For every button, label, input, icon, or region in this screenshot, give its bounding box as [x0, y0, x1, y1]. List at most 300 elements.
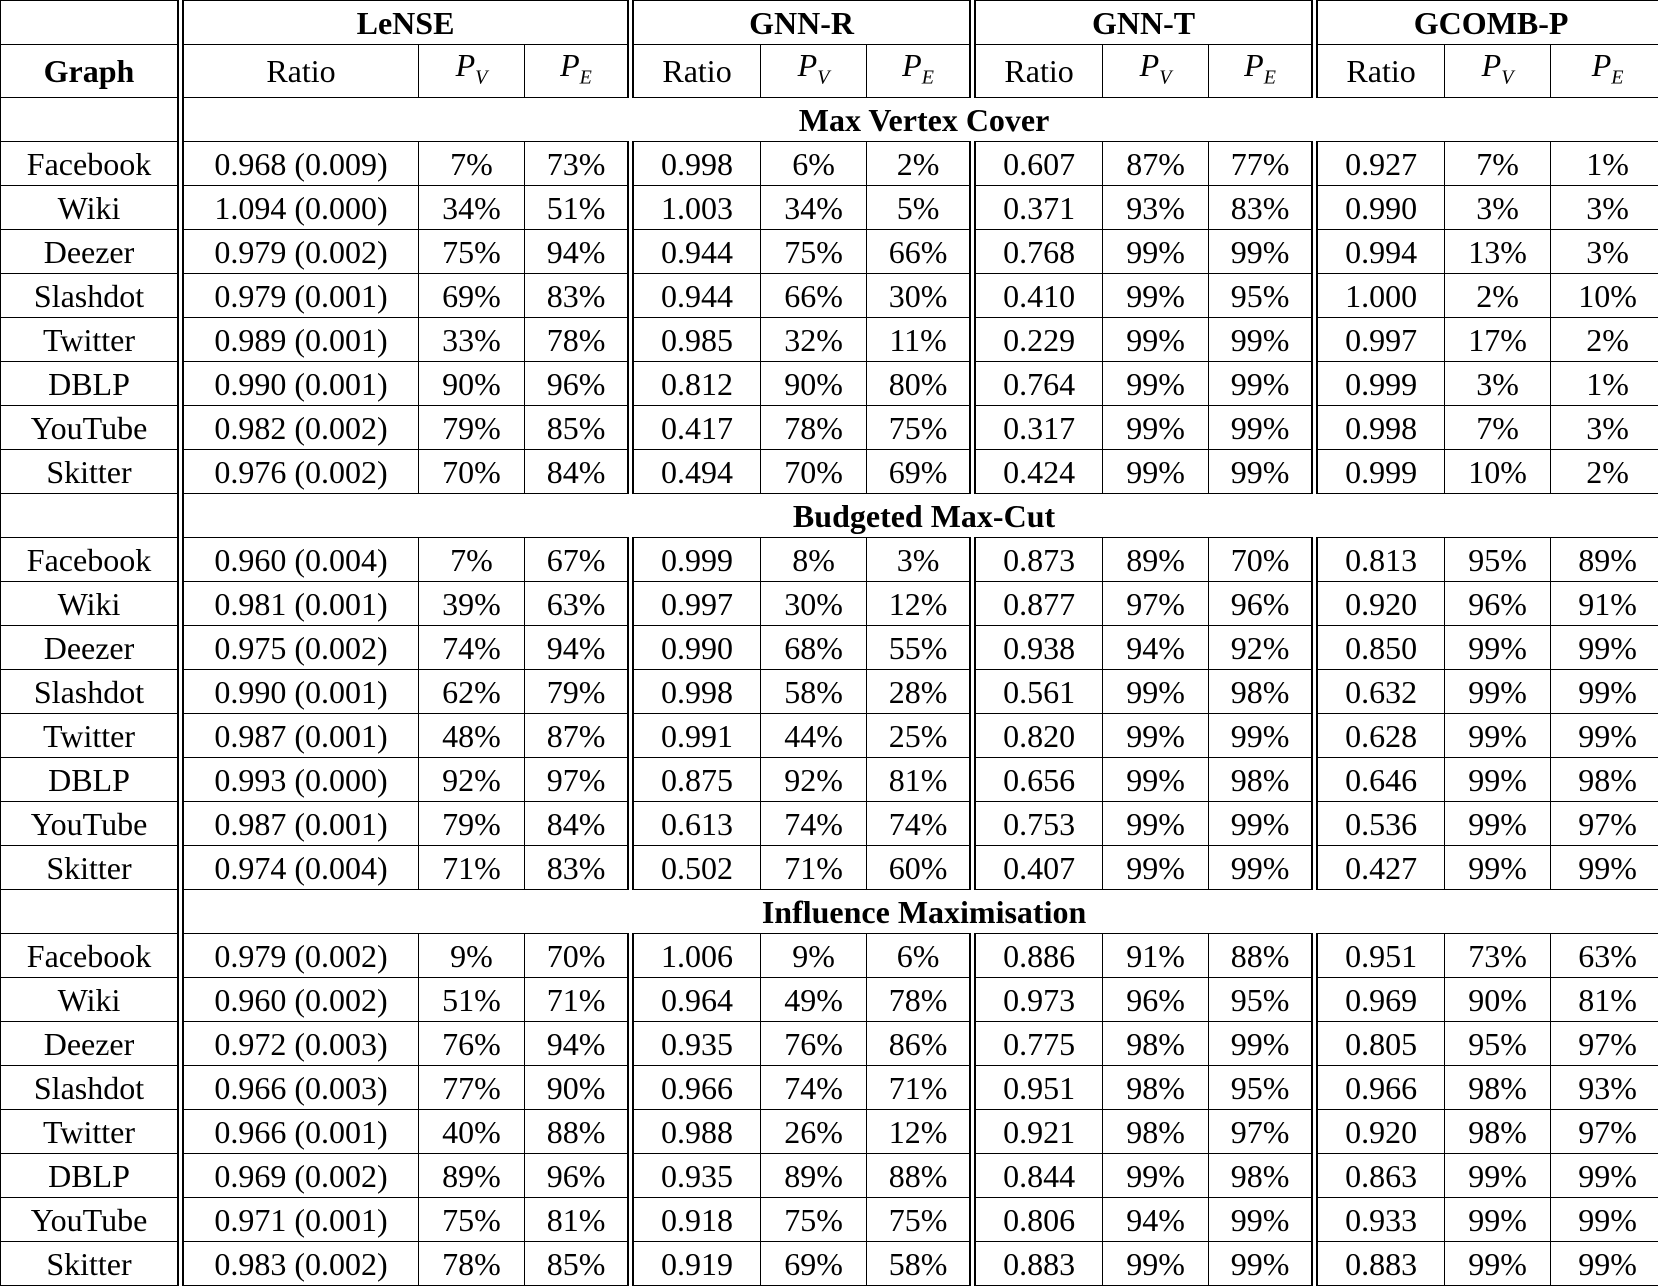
value-cell: 99% [1103, 1242, 1209, 1286]
table-row [1, 978, 1658, 1022]
value-cell: 0.997 [1315, 318, 1445, 362]
value-cell: 99% [1209, 714, 1315, 758]
value-cell: 0.951 [1315, 934, 1445, 978]
value-cell: 70% [525, 934, 631, 978]
subcolumn-subscript: V [1501, 66, 1513, 88]
value-cell: 6% [867, 934, 973, 978]
table-row [1, 1110, 1658, 1154]
value-cell: 51% [525, 186, 631, 230]
table-row [1, 714, 1658, 758]
value-cell: 0.427 [1315, 846, 1445, 890]
value-cell: 0.813 [1315, 538, 1445, 582]
value-cell: 9% [761, 934, 867, 978]
value-cell: 0.656 [973, 758, 1103, 802]
value-cell: 0.991 [631, 714, 761, 758]
value-cell: 99% [1445, 1242, 1551, 1286]
graph-name: Deezer [1, 1022, 181, 1066]
value-cell: 76% [419, 1022, 525, 1066]
value-cell: 0.969 [1315, 978, 1445, 1022]
table-row [1, 582, 1658, 626]
value-cell: 99% [1445, 758, 1551, 802]
value-cell: 0.994 [1315, 230, 1445, 274]
value-cell: 0.502 [631, 846, 761, 890]
subcolumn-label: P [1244, 47, 1264, 83]
table-row [1, 934, 1658, 978]
value-cell: 0.371 [973, 186, 1103, 230]
value-cell: 75% [419, 230, 525, 274]
value-cell: 10% [1551, 274, 1658, 318]
subcolumn-subscript: V [1159, 66, 1171, 88]
value-cell: 39% [419, 582, 525, 626]
value-cell: 89% [1103, 538, 1209, 582]
value-cell: 99% [1103, 1154, 1209, 1198]
value-cell: 71% [761, 846, 867, 890]
graph-name: Facebook [1, 538, 181, 582]
subcolumn-header [867, 45, 973, 98]
value-cell: 9% [419, 934, 525, 978]
value-cell: 94% [1103, 626, 1209, 670]
value-cell: 99% [1209, 846, 1315, 890]
value-cell: 49% [761, 978, 867, 1022]
value-cell: 99% [1551, 626, 1658, 670]
value-cell: 63% [525, 582, 631, 626]
value-cell: 99% [1103, 450, 1209, 494]
value-cell: 0.993 (0.000) [181, 758, 419, 802]
value-cell: 0.974 (0.004) [181, 846, 419, 890]
value-cell: 80% [867, 362, 973, 406]
value-cell: 0.990 (0.001) [181, 362, 419, 406]
value-cell: 99% [1209, 1242, 1315, 1286]
value-cell: 71% [525, 978, 631, 1022]
value-cell: 0.990 (0.001) [181, 670, 419, 714]
subcolumn-subscript: V [817, 66, 829, 88]
value-cell: 0.999 [1315, 362, 1445, 406]
value-cell: 99% [1445, 1154, 1551, 1198]
value-cell: 99% [1209, 362, 1315, 406]
value-cell: 0.863 [1315, 1154, 1445, 1198]
value-cell: 0.919 [631, 1242, 761, 1286]
value-cell: 90% [761, 362, 867, 406]
value-cell: 89% [761, 1154, 867, 1198]
table-row [1, 142, 1658, 186]
value-cell: 96% [1445, 582, 1551, 626]
value-cell: 3% [1551, 406, 1658, 450]
value-cell: 0.632 [1315, 670, 1445, 714]
value-cell: 33% [419, 318, 525, 362]
value-cell: 0.990 [1315, 186, 1445, 230]
value-cell: 0.628 [1315, 714, 1445, 758]
value-cell: 95% [1209, 978, 1315, 1022]
value-cell: 0.806 [973, 1198, 1103, 1242]
value-cell: 99% [1209, 230, 1315, 274]
value-cell: 0.410 [973, 274, 1103, 318]
value-cell: 0.998 [1315, 406, 1445, 450]
value-cell: 0.944 [631, 274, 761, 318]
value-cell: 74% [761, 802, 867, 846]
graph-name: DBLP [1, 758, 181, 802]
graph-name: Deezer [1, 230, 181, 274]
value-cell: 88% [867, 1154, 973, 1198]
value-cell: 0.875 [631, 758, 761, 802]
value-cell: 75% [761, 1198, 867, 1242]
value-cell: 0.424 [973, 450, 1103, 494]
value-cell: 98% [1103, 1110, 1209, 1154]
graph-name: Twitter [1, 318, 181, 362]
value-cell: 17% [1445, 318, 1551, 362]
value-cell: 0.886 [973, 934, 1103, 978]
value-cell: 0.417 [631, 406, 761, 450]
value-cell: 30% [761, 582, 867, 626]
value-cell: 98% [1209, 670, 1315, 714]
value-cell: 91% [1551, 582, 1658, 626]
value-cell: 99% [1445, 670, 1551, 714]
value-cell: 34% [761, 186, 867, 230]
value-cell: 98% [1551, 758, 1658, 802]
value-cell: 75% [761, 230, 867, 274]
value-cell: 0.873 [973, 538, 1103, 582]
table-row [1, 186, 1658, 230]
section-title: Influence Maximisation [181, 890, 1658, 934]
value-cell: 0.979 (0.002) [181, 230, 419, 274]
value-cell: 0.536 [1315, 802, 1445, 846]
subcolumn-label: P [798, 47, 818, 83]
value-cell: 74% [867, 802, 973, 846]
value-cell: 48% [419, 714, 525, 758]
value-cell: 73% [1445, 934, 1551, 978]
value-cell: 0.607 [973, 142, 1103, 186]
value-cell: 7% [419, 538, 525, 582]
value-cell: 0.877 [973, 582, 1103, 626]
value-cell: 99% [1103, 406, 1209, 450]
method-header: GNN-T [973, 1, 1315, 45]
graph-column-header: Graph [1, 45, 181, 98]
value-cell: 85% [525, 1242, 631, 1286]
value-cell: 12% [867, 1110, 973, 1154]
value-cell: 7% [1445, 406, 1551, 450]
table-row [1, 450, 1658, 494]
value-cell: 79% [419, 406, 525, 450]
value-cell: 0.972 (0.003) [181, 1022, 419, 1066]
value-cell: 79% [419, 802, 525, 846]
value-cell: 75% [867, 406, 973, 450]
value-cell: 25% [867, 714, 973, 758]
table-row [1, 1022, 1658, 1066]
value-cell: 92% [419, 758, 525, 802]
graph-name: Twitter [1, 714, 181, 758]
subcolumn-header [1209, 45, 1315, 98]
value-cell: 69% [867, 450, 973, 494]
subcolumn-subscript: E [922, 66, 934, 88]
value-cell: 77% [419, 1066, 525, 1110]
subcolumn-header [419, 45, 525, 98]
table-row [1, 230, 1658, 274]
value-cell: 58% [867, 1242, 973, 1286]
value-cell: 0.999 [631, 538, 761, 582]
value-cell: 0.951 [973, 1066, 1103, 1110]
value-cell: 11% [867, 318, 973, 362]
value-cell: 92% [1209, 626, 1315, 670]
value-cell: 0.990 [631, 626, 761, 670]
subcolumn-header [1551, 45, 1658, 98]
value-cell: 0.966 [1315, 1066, 1445, 1110]
value-cell: 96% [1103, 978, 1209, 1022]
value-cell: 98% [1209, 1154, 1315, 1198]
value-cell: 0.317 [973, 406, 1103, 450]
value-cell: 0.966 [631, 1066, 761, 1110]
value-cell: 87% [1103, 142, 1209, 186]
value-cell: 7% [419, 142, 525, 186]
graph-name: Facebook [1, 142, 181, 186]
value-cell: 99% [1445, 1198, 1551, 1242]
value-cell: 0.933 [1315, 1198, 1445, 1242]
value-cell: 84% [525, 802, 631, 846]
subcolumn-header [761, 45, 867, 98]
value-cell: 94% [1103, 1198, 1209, 1242]
value-cell: 2% [1445, 274, 1551, 318]
value-cell: 89% [419, 1154, 525, 1198]
value-cell: 81% [1551, 978, 1658, 1022]
value-cell: 8% [761, 538, 867, 582]
value-cell: 0.998 [631, 142, 761, 186]
value-cell: 0.999 [1315, 450, 1445, 494]
value-cell: 94% [525, 230, 631, 274]
value-cell: 0.920 [1315, 1110, 1445, 1154]
value-cell: 78% [867, 978, 973, 1022]
value-cell: 99% [1551, 1154, 1658, 1198]
value-cell: 99% [1209, 406, 1315, 450]
subcolumn-label: P [1140, 47, 1160, 83]
value-cell: 73% [525, 142, 631, 186]
value-cell: 86% [867, 1022, 973, 1066]
value-cell: 76% [761, 1022, 867, 1066]
value-cell: 89% [1551, 538, 1658, 582]
value-cell: 99% [1103, 714, 1209, 758]
subcolumn-header: Ratio [973, 45, 1103, 98]
value-cell: 98% [1445, 1110, 1551, 1154]
value-cell: 99% [1209, 1022, 1315, 1066]
value-cell: 70% [761, 450, 867, 494]
table-row [1, 1198, 1658, 1242]
graph-name: DBLP [1, 1154, 181, 1198]
value-cell: 75% [419, 1198, 525, 1242]
table-row [1, 318, 1658, 362]
empty-cell [1, 494, 181, 538]
value-cell: 0.753 [973, 802, 1103, 846]
subcolumn-header [1445, 45, 1551, 98]
value-cell: 0.969 (0.002) [181, 1154, 419, 1198]
value-cell: 99% [1103, 274, 1209, 318]
value-cell: 99% [1103, 802, 1209, 846]
graph-name: Skitter [1, 450, 181, 494]
value-cell: 0.968 (0.009) [181, 142, 419, 186]
subcolumn-subscript: E [1264, 66, 1276, 88]
value-cell: 0.979 (0.001) [181, 274, 419, 318]
value-cell: 99% [1551, 846, 1658, 890]
graph-name: YouTube [1, 406, 181, 450]
value-cell: 0.983 (0.002) [181, 1242, 419, 1286]
value-cell: 99% [1551, 670, 1658, 714]
value-cell: 2% [1551, 450, 1658, 494]
value-cell: 0.844 [973, 1154, 1103, 1198]
value-cell: 0.944 [631, 230, 761, 274]
subcolumn-label: P [902, 47, 922, 83]
table-row [1, 758, 1658, 802]
value-cell: 98% [1103, 1022, 1209, 1066]
value-cell: 71% [867, 1066, 973, 1110]
value-cell: 94% [525, 1022, 631, 1066]
value-cell: 0.646 [1315, 758, 1445, 802]
value-cell: 66% [761, 274, 867, 318]
value-cell: 84% [525, 450, 631, 494]
value-cell: 97% [1551, 1110, 1658, 1154]
value-cell: 60% [867, 846, 973, 890]
value-cell: 0.494 [631, 450, 761, 494]
value-cell: 0.812 [631, 362, 761, 406]
table-row [1, 670, 1658, 714]
value-cell: 63% [1551, 934, 1658, 978]
value-cell: 69% [761, 1242, 867, 1286]
value-cell: 26% [761, 1110, 867, 1154]
value-cell: 74% [761, 1066, 867, 1110]
value-cell: 85% [525, 406, 631, 450]
table-row [1, 1154, 1658, 1198]
value-cell: 92% [761, 758, 867, 802]
value-cell: 99% [1445, 626, 1551, 670]
value-cell: 91% [1103, 934, 1209, 978]
value-cell: 0.561 [973, 670, 1103, 714]
value-cell: 28% [867, 670, 973, 714]
value-cell: 0.918 [631, 1198, 761, 1242]
table-row [1, 538, 1658, 582]
value-cell: 0.988 [631, 1110, 761, 1154]
value-cell: 88% [525, 1110, 631, 1154]
value-cell: 99% [1103, 362, 1209, 406]
graph-name: Wiki [1, 186, 181, 230]
graph-name: Wiki [1, 978, 181, 1022]
value-cell: 1.006 [631, 934, 761, 978]
method-header: LeNSE [181, 1, 631, 45]
graph-name: YouTube [1, 1198, 181, 1242]
value-cell: 99% [1103, 758, 1209, 802]
value-cell: 99% [1209, 1198, 1315, 1242]
subcolumn-label: P [1592, 47, 1612, 83]
value-cell: 69% [419, 274, 525, 318]
graph-name: Skitter [1, 846, 181, 890]
value-cell: 99% [1551, 714, 1658, 758]
subcolumn-subscript: E [580, 66, 592, 88]
section-header-row [1, 890, 1658, 934]
value-cell: 0.971 (0.001) [181, 1198, 419, 1242]
value-cell: 0.935 [631, 1154, 761, 1198]
value-cell: 81% [525, 1198, 631, 1242]
value-cell: 67% [525, 538, 631, 582]
subcolumn-header-row [1, 45, 1658, 98]
value-cell: 0.964 [631, 978, 761, 1022]
section-title: Max Vertex Cover [181, 98, 1658, 142]
value-cell: 0.927 [1315, 142, 1445, 186]
value-cell: 62% [419, 670, 525, 714]
value-cell: 0.976 (0.002) [181, 450, 419, 494]
subcolumn-label: P [456, 47, 476, 83]
value-cell: 0.979 (0.002) [181, 934, 419, 978]
value-cell: 10% [1445, 450, 1551, 494]
value-cell: 78% [761, 406, 867, 450]
subcolumn-label: P [1482, 47, 1502, 83]
subcolumn-label: P [560, 47, 580, 83]
method-header: GCOMB-P [1315, 1, 1658, 45]
value-cell: 6% [761, 142, 867, 186]
value-cell: 97% [1551, 802, 1658, 846]
table-row [1, 1242, 1658, 1286]
section-title: Budgeted Max-Cut [181, 494, 1658, 538]
method-header: GNN-R [631, 1, 973, 45]
value-cell: 68% [761, 626, 867, 670]
table-row [1, 362, 1658, 406]
table-row [1, 626, 1658, 670]
value-cell: 7% [1445, 142, 1551, 186]
value-cell: 83% [525, 846, 631, 890]
value-cell: 98% [1103, 1066, 1209, 1110]
graph-name: Skitter [1, 1242, 181, 1286]
value-cell: 71% [419, 846, 525, 890]
table-row [1, 802, 1658, 846]
graph-name: Deezer [1, 626, 181, 670]
value-cell: 0.966 (0.003) [181, 1066, 419, 1110]
value-cell: 97% [1209, 1110, 1315, 1154]
value-cell: 0.981 (0.001) [181, 582, 419, 626]
value-cell: 34% [419, 186, 525, 230]
value-cell: 77% [1209, 142, 1315, 186]
value-cell: 93% [1103, 186, 1209, 230]
value-cell: 2% [1551, 318, 1658, 362]
value-cell: 3% [867, 538, 973, 582]
graph-name: Slashdot [1, 1066, 181, 1110]
value-cell: 0.935 [631, 1022, 761, 1066]
value-cell: 75% [867, 1198, 973, 1242]
value-cell: 1% [1551, 142, 1658, 186]
value-cell: 0.987 (0.001) [181, 802, 419, 846]
value-cell: 97% [525, 758, 631, 802]
subcolumn-subscript: E [1611, 66, 1623, 88]
value-cell: 0.229 [973, 318, 1103, 362]
value-cell: 81% [867, 758, 973, 802]
value-cell: 0.850 [1315, 626, 1445, 670]
value-cell: 0.764 [973, 362, 1103, 406]
value-cell: 83% [1209, 186, 1315, 230]
value-cell: 0.921 [973, 1110, 1103, 1154]
value-cell: 13% [1445, 230, 1551, 274]
value-cell: 66% [867, 230, 973, 274]
corner-cell [1, 1, 181, 45]
value-cell: 70% [1209, 538, 1315, 582]
value-cell: 12% [867, 582, 973, 626]
value-cell: 99% [1103, 230, 1209, 274]
value-cell: 99% [1551, 1242, 1658, 1286]
subcolumn-header: Ratio [181, 45, 419, 98]
value-cell: 95% [1445, 538, 1551, 582]
value-cell: 0.973 [973, 978, 1103, 1022]
value-cell: 96% [525, 1154, 631, 1198]
value-cell: 3% [1445, 362, 1551, 406]
value-cell: 0.613 [631, 802, 761, 846]
graph-name: Twitter [1, 1110, 181, 1154]
subcolumn-header [525, 45, 631, 98]
value-cell: 88% [1209, 934, 1315, 978]
value-cell: 95% [1209, 274, 1315, 318]
value-cell: 3% [1445, 186, 1551, 230]
table-row [1, 846, 1658, 890]
value-cell: 1.000 [1315, 274, 1445, 318]
